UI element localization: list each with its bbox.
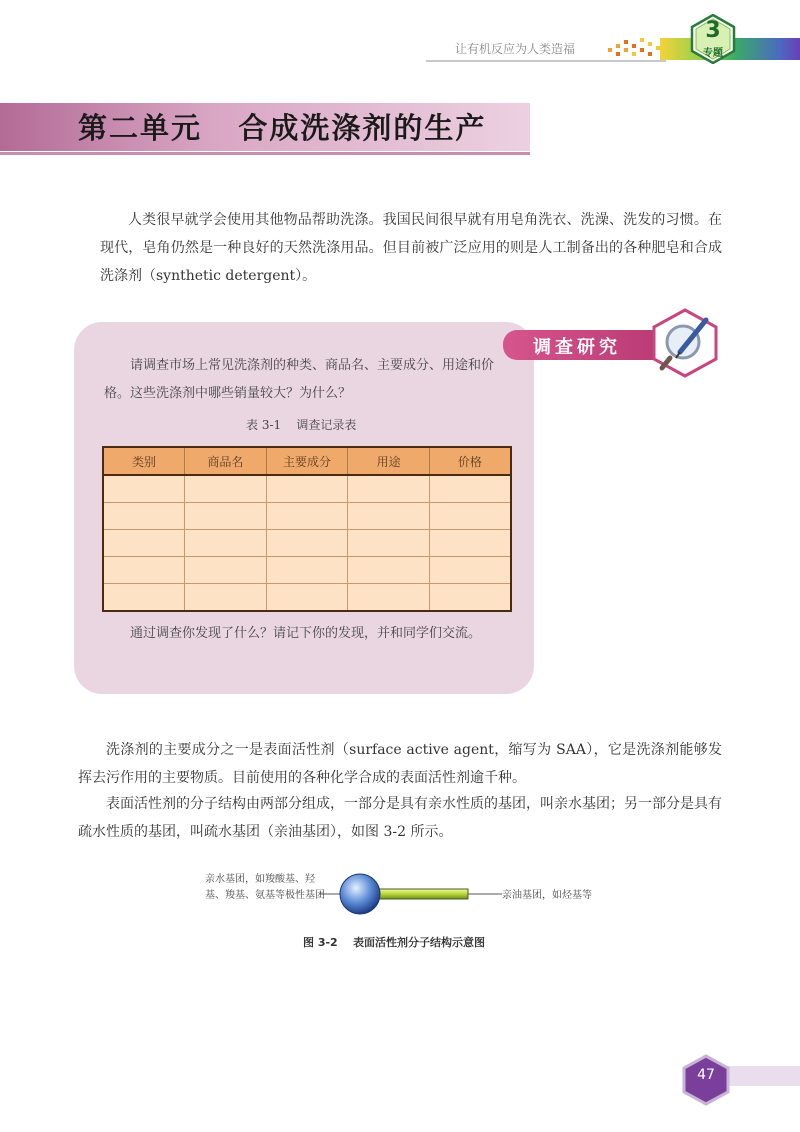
table-cell <box>185 475 267 503</box>
table-cell <box>266 584 348 612</box>
body-paragraph-2: 表面活性剂的分子结构由两部分组成，一部分是具有亲水性质的基团，叫亲水基团；另一部分是具有疏水性质的基团，叫疏水基团（亲油基团），如图 3-2 所示。 <box>78 796 722 840</box>
table-cell <box>103 503 185 530</box>
research-prompt: 请调查市场上常见洗涤剂的种类、商品名、主要成分、用途和价格。这些洗涤剂中哪些销量较大？为什么？ <box>104 358 495 401</box>
table-cell <box>185 584 267 612</box>
running-title: 让有机反应为人类造福 <box>455 42 576 56</box>
table-cell <box>266 503 348 530</box>
table-cell <box>429 475 511 503</box>
intro-paragraph: 人类很早就学会使用其他物品帮助洗涤。我国民间很早就有用皂角洗衣、洗澡、洗发的习惯。在现代，皂角仍然是一种良好的天然洗涤用品。但目前被广泛应用的则是人工制备出的各种肥皂和合成洗涤剂（synthetic detergent）。 <box>100 212 722 284</box>
table-row <box>103 557 511 584</box>
hydrophilic-label: 亲水基团，如羧酸基、羟基、羧基、氨基等极性基团 <box>205 874 325 901</box>
table-cell <box>266 557 348 584</box>
table-cell <box>185 557 267 584</box>
survey-table <box>102 446 512 612</box>
table-cell <box>103 530 185 557</box>
table-cell <box>429 557 511 584</box>
lipophilic-label: 亲油基团，如烃基等 <box>502 890 592 901</box>
table-cell <box>103 557 185 584</box>
table-row <box>103 530 511 557</box>
decorative-dots <box>604 32 664 62</box>
table-cell <box>429 584 511 612</box>
research-tag <box>503 330 663 360</box>
table-cell <box>103 584 185 612</box>
table-cell <box>429 530 511 557</box>
chapter-badge <box>690 14 736 64</box>
table-cell <box>348 557 430 584</box>
unit-name: 合成洗涤剂的生产 <box>238 111 487 145</box>
figure-caption: 图 3-2 表面活性剂分子结构示意图 <box>303 936 486 949</box>
column-header: 商品名 <box>185 447 267 475</box>
table-cell <box>348 503 430 530</box>
magnifier-pen-icon <box>650 308 720 378</box>
body-paragraph-1: 洗涤剂的主要成分之一是表面活性剂（surface active agent，缩写为 SAA），它是洗涤剂能够发挥去污作用的主要物质。目前使用的各种化学合成的表面活性剂逾千种。 <box>78 742 722 786</box>
research-tag-label: 调查研究 <box>533 337 621 358</box>
table-cell <box>103 475 185 503</box>
column-header: 用途 <box>348 447 430 475</box>
table-caption: 表 3-1 调查记录表 <box>246 418 357 432</box>
table-cell <box>266 475 348 503</box>
table-row <box>103 475 511 503</box>
page-number: 47 <box>697 1067 715 1083</box>
table-cell <box>348 475 430 503</box>
surfactant-molecule-diagram <box>320 872 502 916</box>
chapter-label: 专题 <box>703 48 723 59</box>
chapter-number: 3 <box>705 18 721 43</box>
table-cell <box>348 530 430 557</box>
column-header: 价格 <box>429 447 511 475</box>
column-header: 主要成分 <box>266 447 348 475</box>
table-row <box>103 503 511 530</box>
research-conclusion: 通过调查你发现了什么？请记下你的发现，并和同学们交流。 <box>130 626 482 641</box>
table-cell <box>266 530 348 557</box>
table-header-row <box>103 447 511 475</box>
table-cell <box>429 503 511 530</box>
table-cell <box>348 584 430 612</box>
column-header: 类别 <box>103 447 185 475</box>
table-cell <box>185 530 267 557</box>
hydrophilic-head <box>340 874 380 914</box>
table-row <box>103 584 511 612</box>
page-title <box>78 106 486 147</box>
unit-label: 第二单元 <box>78 111 203 145</box>
header-rule <box>426 60 666 62</box>
table-cell <box>185 503 267 530</box>
